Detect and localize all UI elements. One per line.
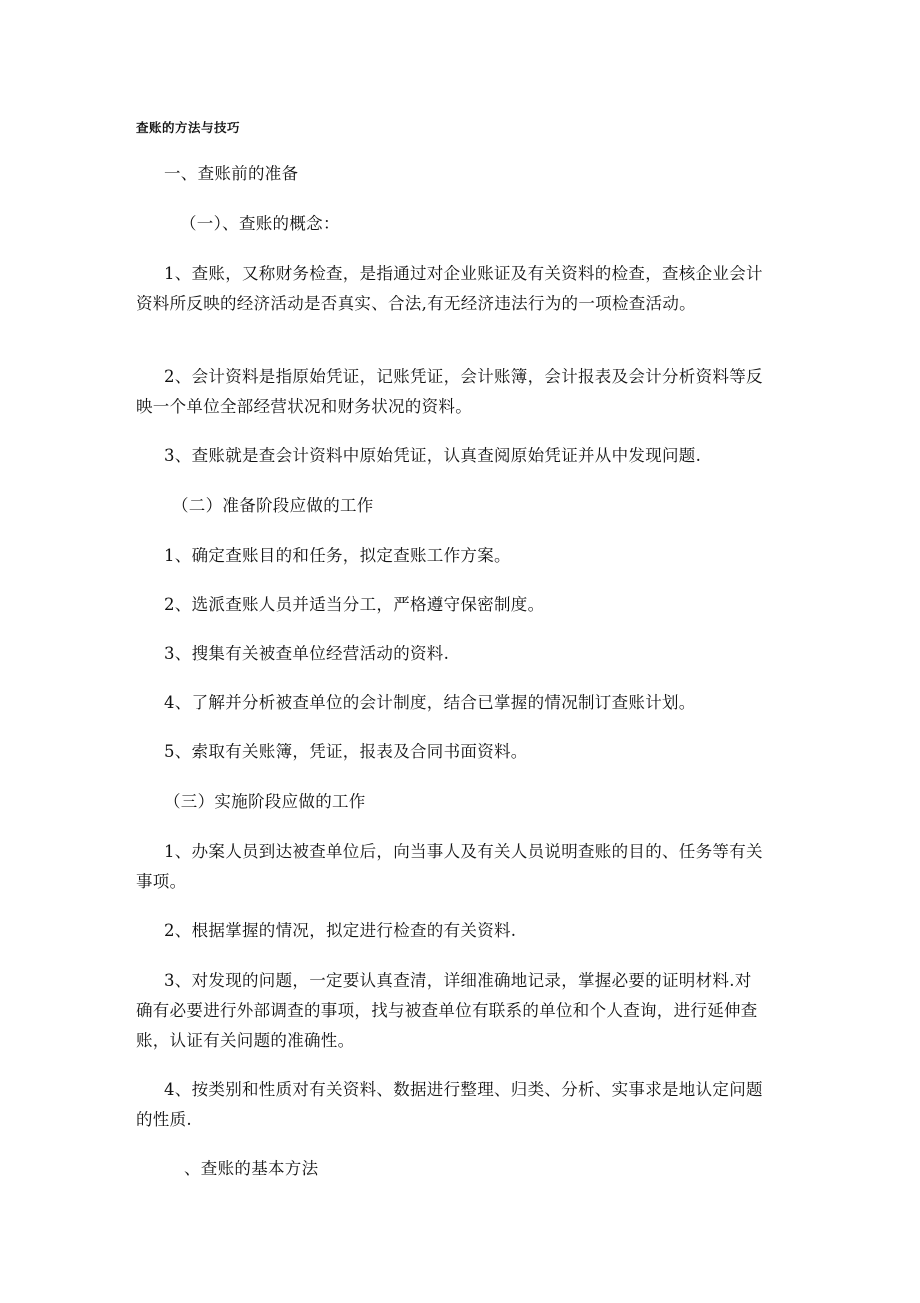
paragraph-line: 资料所反映的经济活动是否真实、合法,有无经济违法行为的一项检查活动。 <box>136 294 696 313</box>
list-item: 2、选派查账人员并适当分工，严格遵守保密制度。 <box>164 595 545 614</box>
list-item: 1、确定查账目的和任务，拟定查账工作方案。 <box>164 546 511 565</box>
list-item: 5、索取有关账簿，凭证，报表及合同书面资料。 <box>164 742 528 761</box>
paragraph-line: 3、对发现的问题，一定要认真查清，详细准确地记录，掌握必要的证明材料.对 <box>164 971 752 990</box>
paragraph-line: 的性质. <box>136 1110 192 1129</box>
list-item: 4、了解并分析被查单位的会计制度，结合已掌握的情况制订查账计划。 <box>164 693 696 712</box>
list-item: 3、搜集有关被查单位经营活动的资料. <box>164 644 450 663</box>
paragraph-line: 1、查账，又称财务检查，是指通过对企业账证及有关资料的检查，查核企业会计 <box>164 264 763 283</box>
paragraph-line: 事项。 <box>136 872 187 891</box>
paragraph-line: 2、会计资料是指原始凭证，记账凭证，会计账簿，会计报表及会计分析资料等反 <box>164 367 763 386</box>
subsection-heading: （二）准备阶段应做的工作 <box>172 496 374 515</box>
paragraph-line: 1、办案人员到达被查单位后，向当事人及有关人员说明查账的目的、任务等有关 <box>164 842 763 861</box>
paragraph-line: 账，认证有关问题的准确性。 <box>136 1031 355 1050</box>
paragraph-line: 映一个单位全部经营状况和财务状况的资料。 <box>136 397 472 416</box>
subsection-heading: （一）、查账的概念： <box>180 214 340 233</box>
section-heading: 、查账的基本方法 <box>184 1159 319 1178</box>
document-title: 查账的方法与技巧 <box>136 120 241 135</box>
paragraph-line: 3、查账就是查会计资料中原始凭证，认真查阅原始凭证并从中发现问题. <box>164 446 702 465</box>
paragraph-line: 2、根据掌握的情况，拟定进行检查的有关资料. <box>164 921 517 940</box>
subsection-heading: （三）实施阶段应做的工作 <box>164 792 366 811</box>
section-heading: 一、查账前的准备 <box>164 164 299 183</box>
paragraph-line: 4、按类别和性质对有关资料、数据进行整理、归类、分析、实事求是地认定问题 <box>164 1080 763 1099</box>
paragraph-line: 确有必要进行外部调查的事项，找与被查单位有联系的单位和个人查询，进行延伸查 <box>136 1001 758 1020</box>
